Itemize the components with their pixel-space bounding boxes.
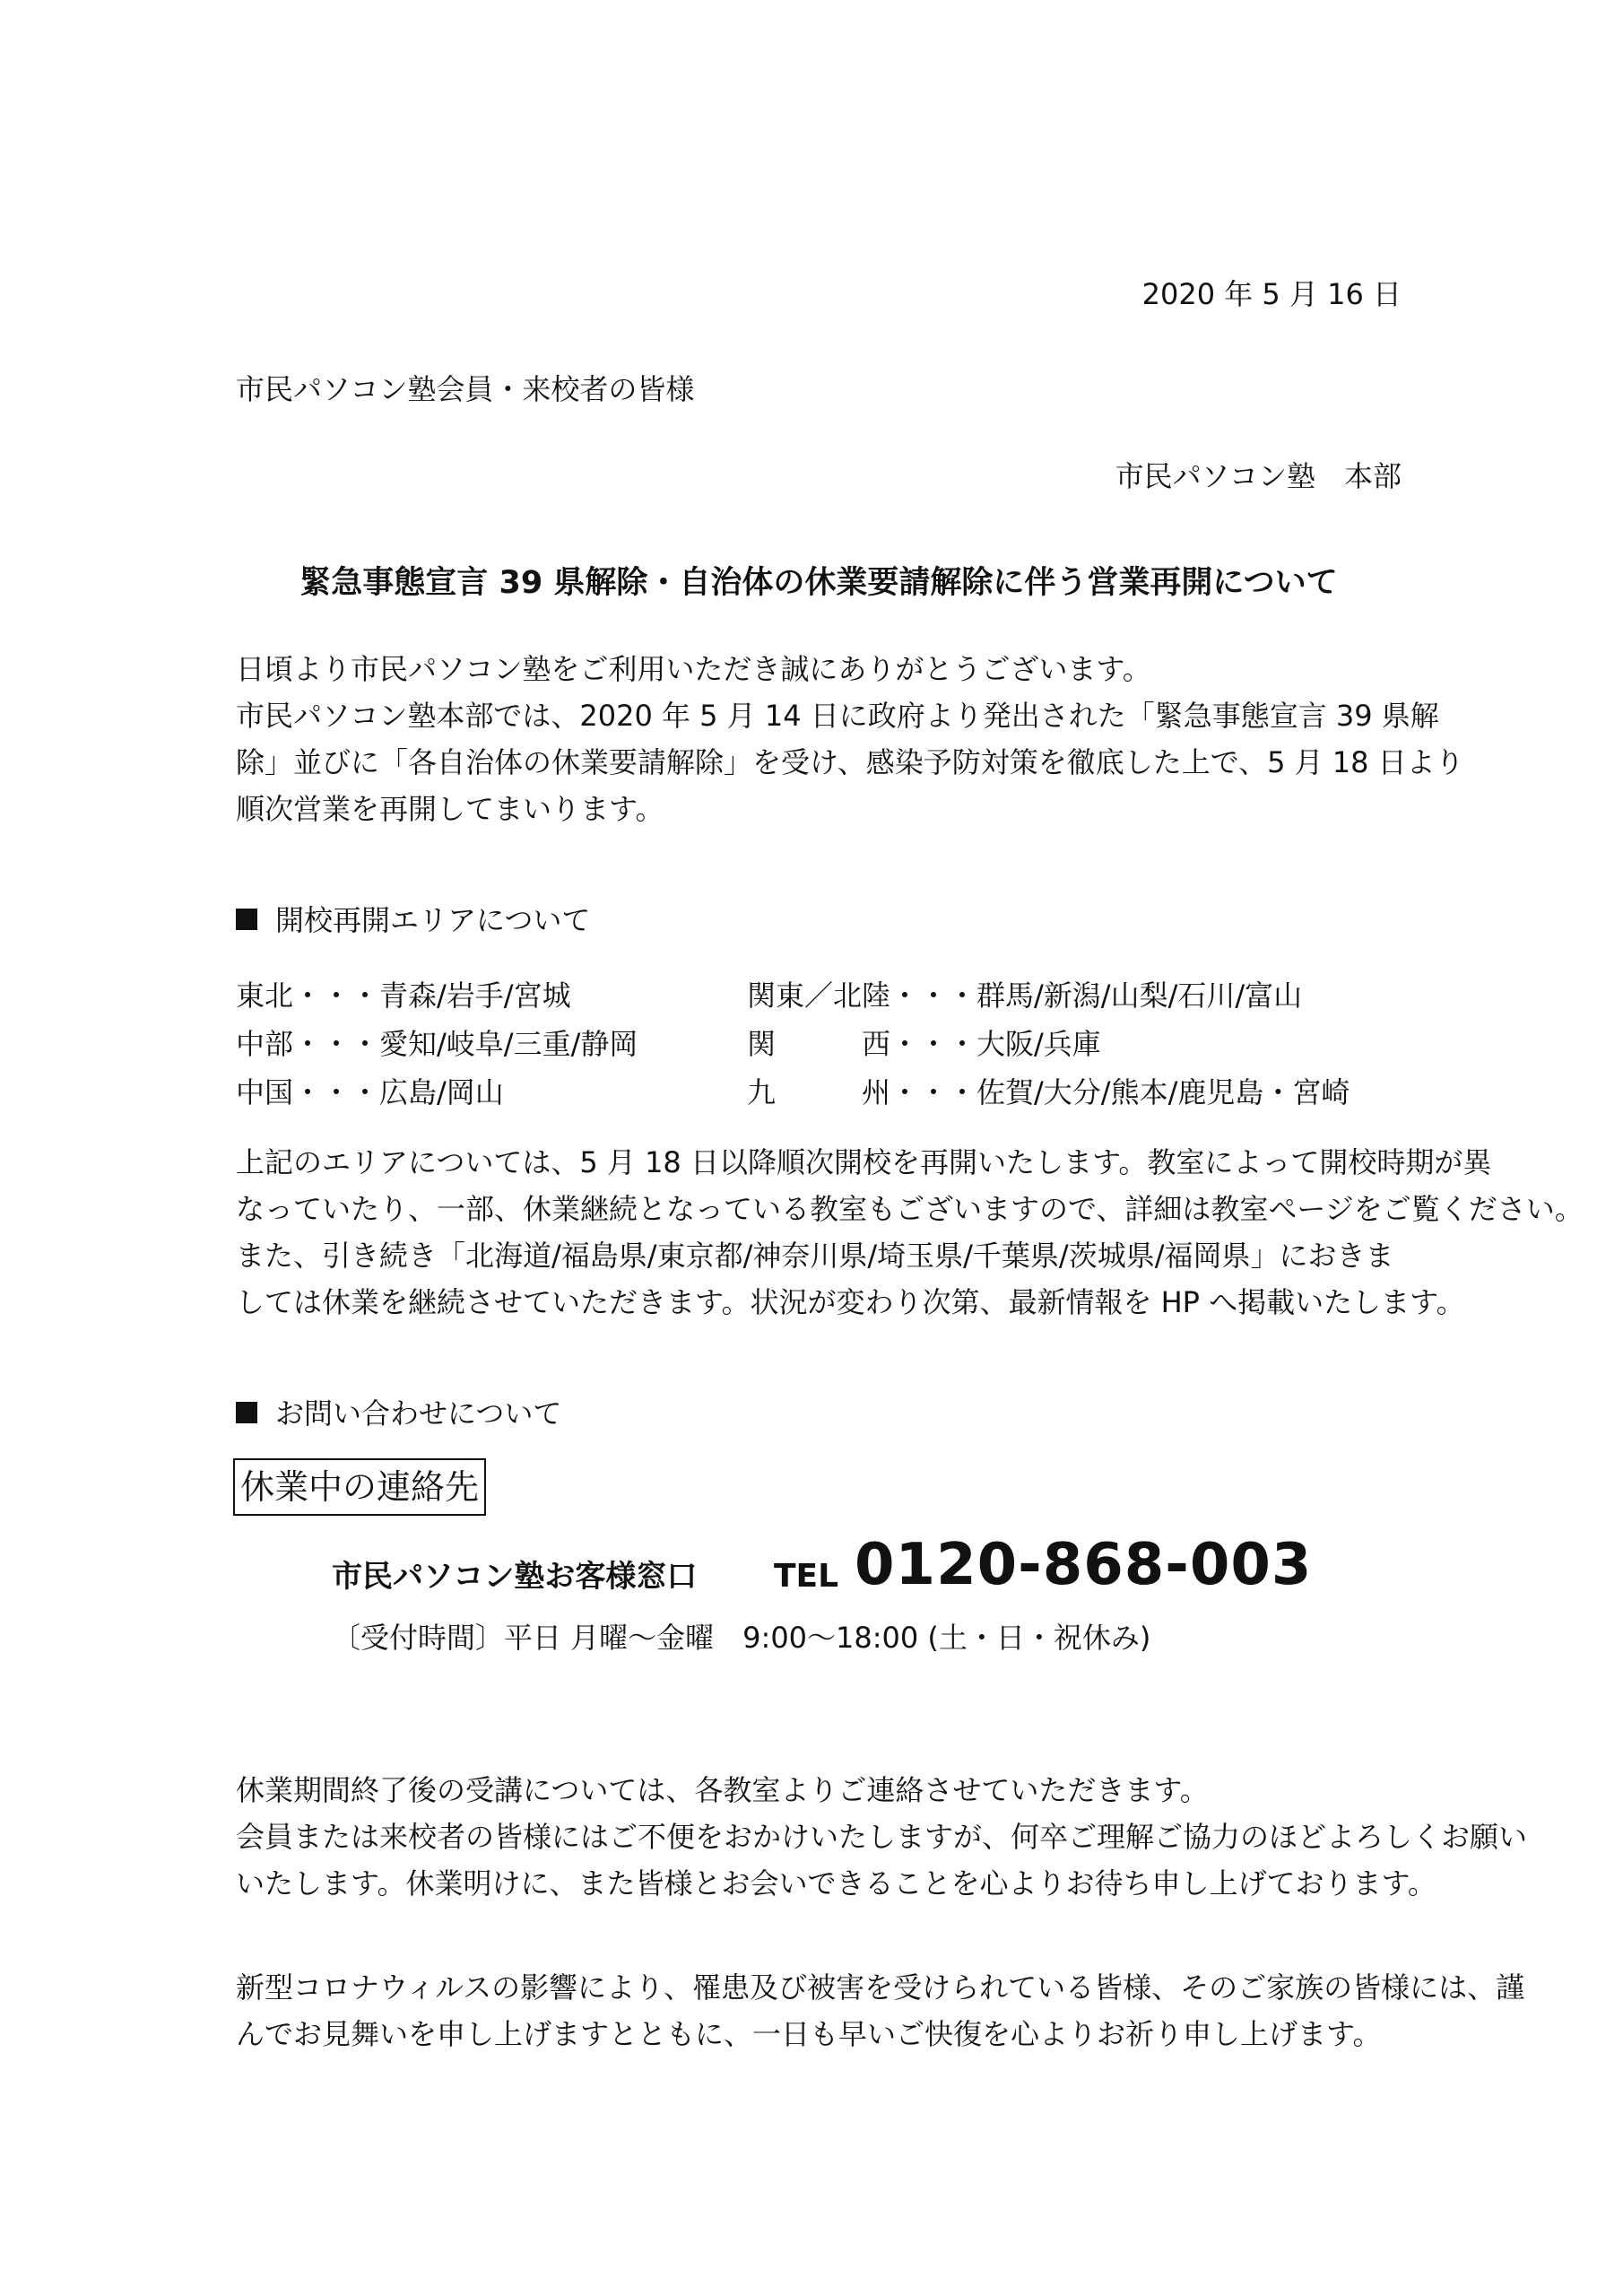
closing-line: いたします。休業明けに、また皆様とお会いできることを心よりお待ち申し上げております。 bbox=[236, 1866, 1436, 1900]
sympathy-line: んでお見舞いを申し上げますとともに、一日も早いご快復を心よりお祈り申し上げます。 bbox=[236, 2017, 1382, 2051]
areas-note-line: また、引き続き「北海道/福島県/東京都/神奈川県/埼玉県/千葉県/茨城県/福岡県」におきま bbox=[236, 1239, 1394, 1273]
areas-heading bbox=[236, 897, 590, 944]
areas-note-line: しては休業を継続させていただきます。状況が変わり次第、最新情報を HP へ掲載いたします。 bbox=[236, 1285, 1465, 1319]
contact-box-label: 休業中の連絡先 bbox=[233, 1458, 486, 1516]
recipient-line: 市民パソコン塾会員・来校者の皆様 bbox=[236, 372, 695, 406]
sender-line: 市民パソコン塾 本部 bbox=[1115, 459, 1402, 493]
intro-paragraph bbox=[236, 646, 1464, 832]
area-row bbox=[236, 1021, 1402, 1067]
area-right: 関東／北陸・・・群馬/新潟/山梨/石川/富山 bbox=[747, 978, 1303, 1013]
areas-note-line: 上記のエリアについては、5 月 18 日以降順次開校を再開いたします。教室によって開校時期が異 bbox=[236, 1145, 1492, 1179]
document-title: 緊急事態宣言 39 県解除・自治体の休業要請解除に伴う営業再開について bbox=[299, 565, 1338, 601]
intro-line: 日頃より市民パソコン塾をご利用いただき誠にありがとうございます。 bbox=[236, 652, 1151, 686]
area-right: 関 西・・・大阪/兵庫 bbox=[747, 1027, 1101, 1061]
areas-heading-text: 開校再開エリアについて bbox=[275, 903, 591, 937]
tel-label: TEL bbox=[774, 1558, 839, 1595]
area-row bbox=[236, 1069, 1402, 1116]
document-date: 2020 年 5 月 16 日 bbox=[1141, 277, 1402, 311]
intro-line: 順次営業を再開してまいります。 bbox=[236, 792, 664, 826]
sympathy-line: 新型コロナウィルスの影響により、罹患及び被害を受けられている皆様、そのご家族の皆様には、謹 bbox=[236, 1970, 1525, 2005]
area-row bbox=[236, 972, 1402, 1019]
area-left: 東北・・・青森/岩手/宮城 bbox=[236, 978, 571, 1013]
sympathy-paragraph bbox=[236, 1964, 1525, 2057]
tel-number[interactable]: 0120-868-003 bbox=[855, 1532, 1313, 1598]
closing-line: 会員または来校者の皆様にはご不便をおかけいたしますが、何卒ご理解ご協力のほどよろしくお願い bbox=[236, 1820, 1528, 1854]
square-bullet-icon bbox=[236, 1402, 257, 1423]
reception-hours: 〔受付時間〕平日 月曜～金曜 9:00～18:00 (土・日・祝休み) bbox=[332, 1621, 1151, 1655]
contact-heading bbox=[236, 1390, 561, 1437]
area-left: 中国・・・広島/岡山 bbox=[236, 1075, 504, 1109]
square-bullet-icon bbox=[236, 909, 257, 930]
areas-note-paragraph bbox=[236, 1139, 1584, 1326]
intro-line: 市民パソコン塾本部では、2020 年 5 月 14 日に政府より発出された「緊急事態宣言 39 県解 bbox=[236, 699, 1439, 733]
area-left: 中部・・・愛知/岐阜/三重/静岡 bbox=[236, 1027, 638, 1061]
area-right: 九 州・・・佐賀/大分/熊本/鹿児島・宮崎 bbox=[747, 1075, 1350, 1109]
contact-heading-text: お問い合わせについて bbox=[275, 1396, 562, 1431]
intro-line: 除」並びに「各自治体の休業要請解除」を受け、感染予防対策を徹底した上で、5 月 18 日より bbox=[236, 745, 1464, 779]
closing-paragraph bbox=[236, 1767, 1528, 1907]
areas-note-line: なっていたり、一部、休業継続となっている教室もございますので、詳細は教室ページをご覧ください。 bbox=[236, 1192, 1584, 1226]
office-name: 市民パソコン塾お客様窓口 bbox=[332, 1559, 698, 1595]
closing-line: 休業期間終了後の受講については、各教室よりご連絡させていただきます。 bbox=[236, 1773, 1209, 1807]
